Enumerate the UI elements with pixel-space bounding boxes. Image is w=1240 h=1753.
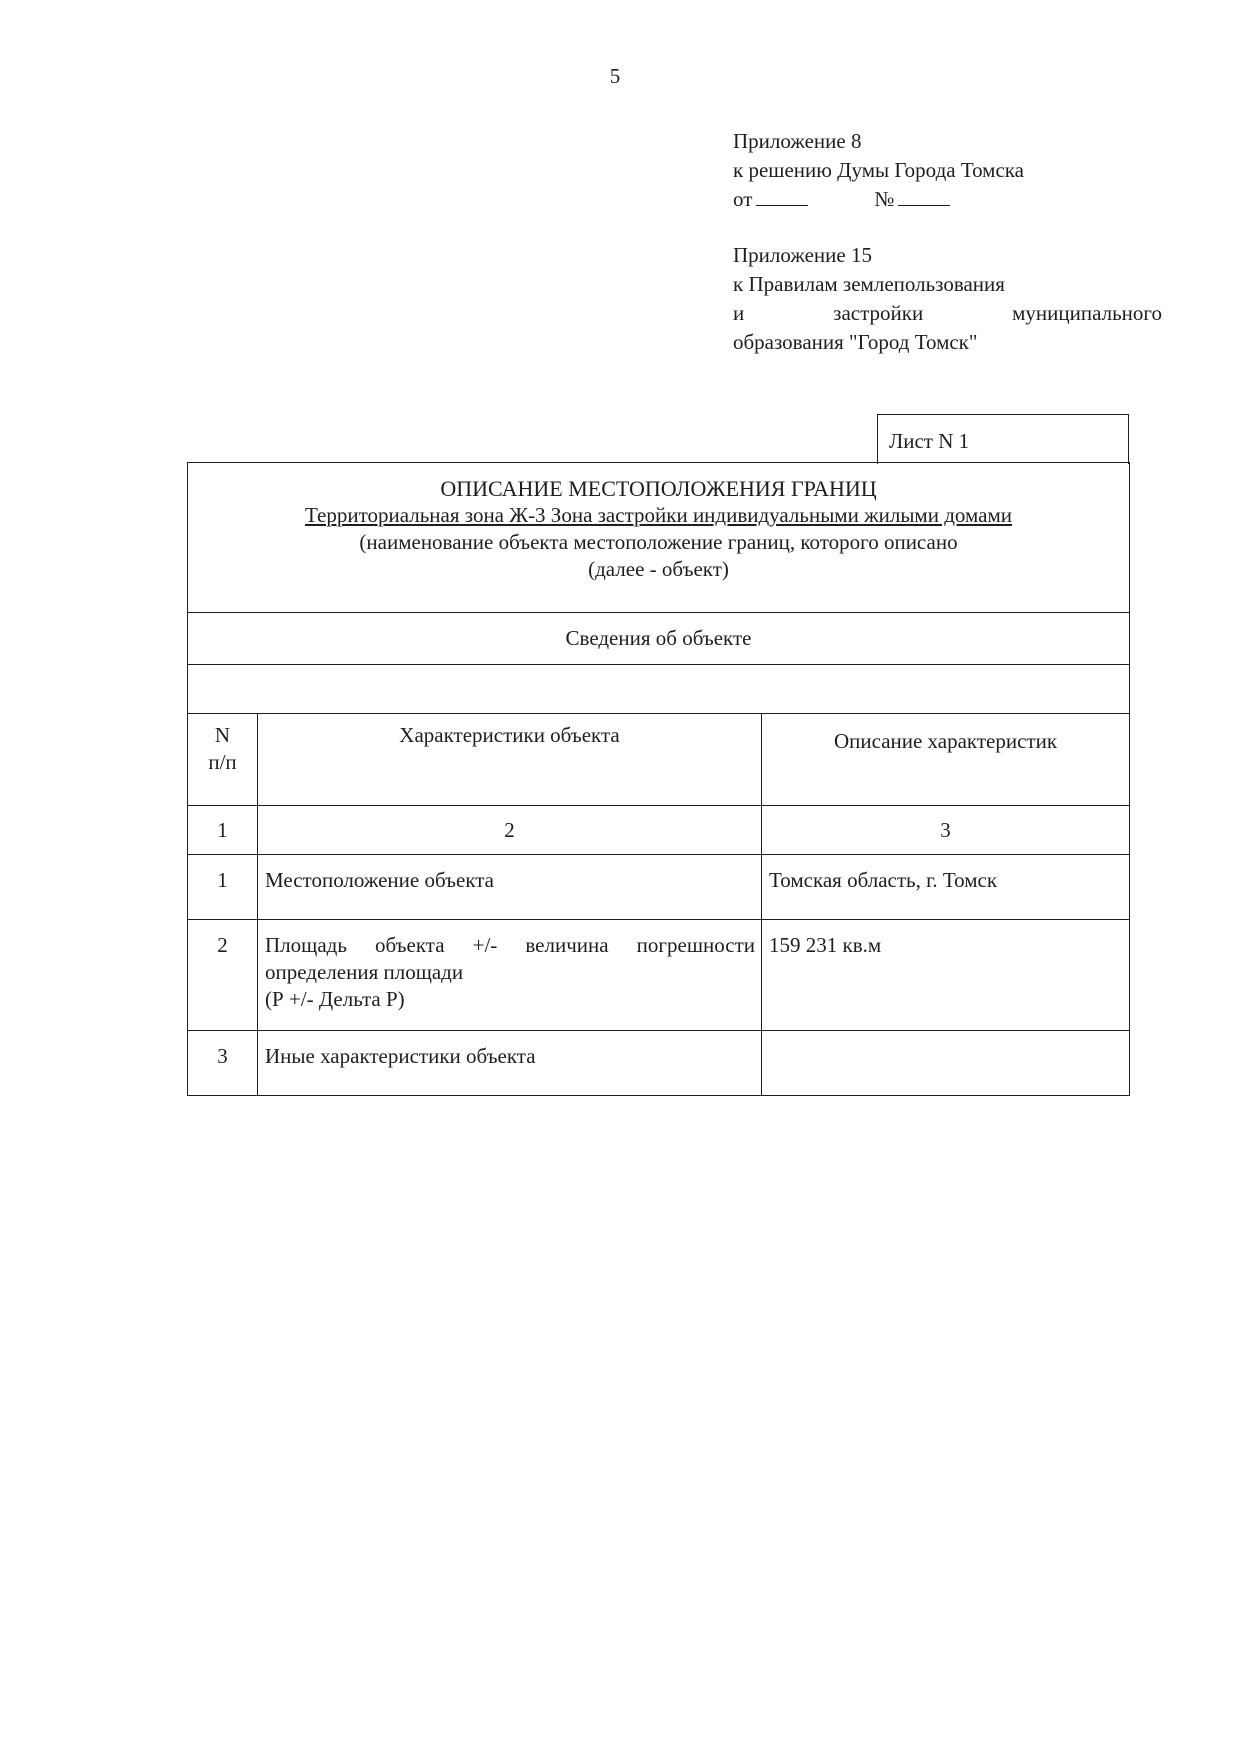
header-characteristics: Характеристики объекта bbox=[258, 714, 762, 806]
row-characteristic-line1: Площадь объекта +/- величина погрешности определения площади bbox=[265, 933, 755, 984]
appendix-15-word-municipal: муниципального bbox=[1012, 301, 1162, 325]
row-characteristic: Местоположение объекта bbox=[258, 855, 762, 920]
row-description bbox=[762, 1031, 1130, 1096]
column-number-3: 3 bbox=[762, 806, 1130, 855]
sheet-label: Лист N 1 bbox=[889, 429, 970, 453]
appendix-15-entity: образования "Город Томск" bbox=[733, 330, 978, 354]
row-description: Томская область, г. Томск bbox=[762, 855, 1130, 920]
page-number: 5 bbox=[609, 64, 621, 88]
row-index: 2 bbox=[188, 920, 258, 1031]
empty-row bbox=[188, 665, 1130, 714]
appendix-8-date-line bbox=[733, 185, 1163, 214]
column-number-row bbox=[188, 806, 1130, 855]
row-characteristic: Иные характеристики объекта bbox=[258, 1031, 762, 1096]
row-description: 159 231 кв.м bbox=[762, 920, 1130, 1031]
sheet-label-box bbox=[877, 414, 1129, 464]
title-note-line1: (наименование объекта местоположение границ, которого описано bbox=[359, 530, 958, 554]
section-heading: Сведения об объекте bbox=[188, 613, 1130, 665]
appendix-15-title: Приложение 15 bbox=[733, 243, 872, 267]
boundary-description-table bbox=[187, 462, 1130, 1096]
date-prefix: от bbox=[733, 187, 753, 211]
table-row bbox=[188, 1031, 1130, 1096]
header-number-line2: п/п bbox=[208, 750, 237, 774]
zone-name: Территориальная зона Ж-3 Зона застройки индивидуальными жилыми домами bbox=[305, 503, 1012, 527]
header-number-line1: N bbox=[214, 723, 231, 747]
title-cell bbox=[188, 463, 1130, 613]
section-heading-row bbox=[188, 613, 1130, 665]
column-number-1: 1 bbox=[188, 806, 258, 855]
appendix-15-word-zastroiki: застройки bbox=[833, 301, 924, 325]
header-description: Описание характеристик bbox=[762, 714, 1130, 806]
title-row bbox=[188, 463, 1130, 613]
title-note-line2: (далее - объект) bbox=[588, 557, 729, 581]
empty-cell bbox=[188, 665, 1130, 714]
row-characteristic bbox=[258, 920, 762, 1031]
row-index: 1 bbox=[188, 855, 258, 920]
row-index: 3 bbox=[188, 1031, 258, 1096]
appendix-15-word-i: и bbox=[733, 301, 745, 325]
document-title: ОПИСАНИЕ МЕСТОПОЛОЖЕНИЯ ГРАНИЦ bbox=[440, 476, 877, 501]
number-prefix: № bbox=[874, 187, 895, 211]
table-row bbox=[188, 920, 1130, 1031]
appendix-8-title: Приложение 8 bbox=[733, 129, 862, 153]
row-characteristic-line2: (Р +/- Дельта Р) bbox=[265, 987, 405, 1011]
date-blank bbox=[756, 187, 808, 206]
column-number-2: 2 bbox=[258, 806, 762, 855]
number-blank bbox=[898, 187, 950, 206]
appendix-8-decision: к решению Думы Города Томска bbox=[733, 158, 1024, 182]
appendix-15-rules: к Правилам землепользования bbox=[733, 272, 1005, 296]
appendix-15-line3 bbox=[733, 299, 1162, 328]
appendix-8-block bbox=[733, 127, 1163, 214]
table-row bbox=[188, 855, 1130, 920]
appendix-15-block bbox=[733, 241, 1163, 357]
header-row bbox=[188, 714, 1130, 806]
header-number bbox=[188, 714, 258, 806]
